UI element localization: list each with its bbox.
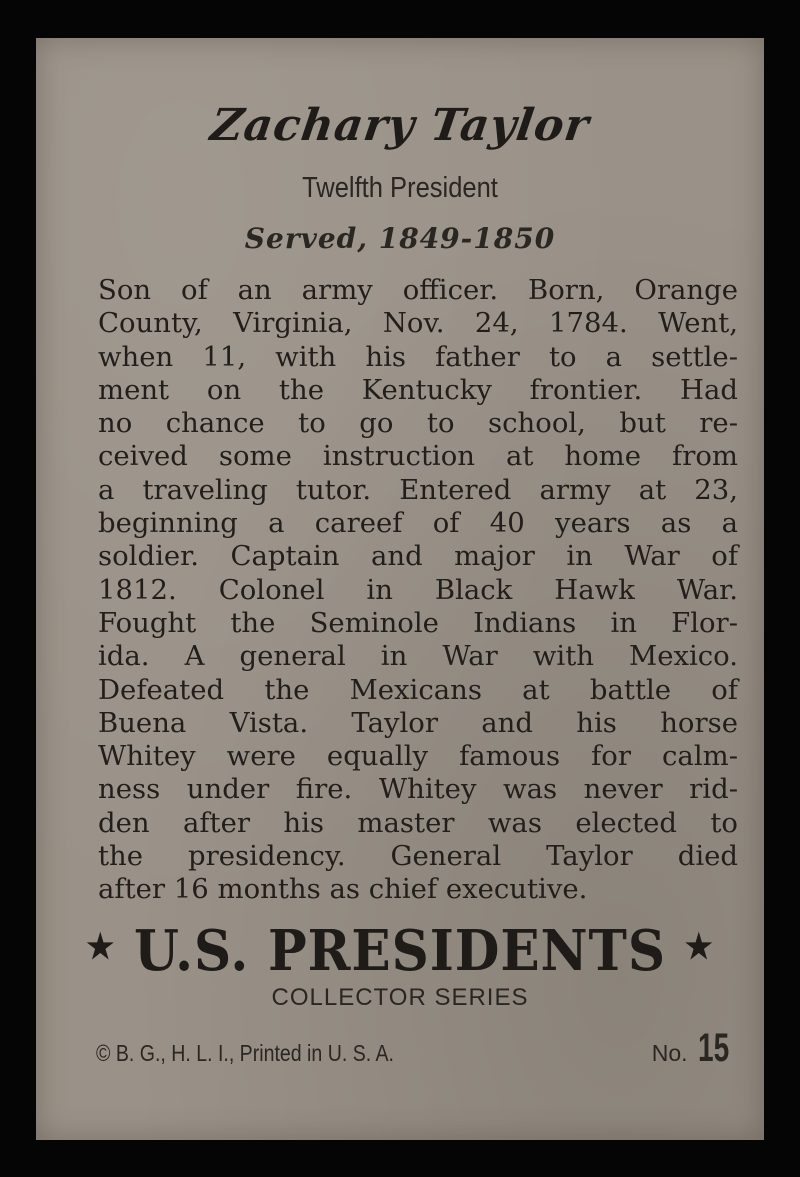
series-title-text: U.S. PRESIDENTS — [134, 918, 666, 984]
series-title — [65, 918, 735, 984]
series-subtitle: COLLECTOR SERIES — [271, 984, 529, 1011]
bio-line: soldier. Captain and major in War of — [98, 540, 738, 573]
card-number-value: 15 — [697, 1026, 729, 1070]
bio-line: Son of an army officer. Born, Orange — [98, 274, 738, 306]
bio-line: 1812. Colonel in Black Hawk War. — [98, 573, 738, 606]
bio-line: a traveling tutor. Entered army at 23, — [98, 473, 738, 506]
signature: Zachary Taylor — [207, 100, 593, 151]
copyright-notice: © B. G., H. L. I., Printed in U. S. A. — [96, 1040, 394, 1066]
star-icon: ★ — [86, 927, 116, 967]
bio-line: Defeated the Mexicans at battle of — [98, 673, 738, 706]
term-served: Served, 1849-1850 — [244, 222, 556, 255]
bio-line: ceived some instruction at home from — [98, 440, 738, 473]
bio-line: no chance to go to school, but re- — [98, 407, 738, 440]
bio-line: Buena Vista. Taylor and his horse — [98, 706, 738, 739]
biography — [98, 274, 738, 907]
bio-line: den after his master was elected to — [98, 806, 738, 839]
bio-line: County, Virginia, Nov. 24, 1784. Went, — [98, 307, 738, 340]
bio-line: ida. A general in War with Mexico. — [98, 640, 738, 673]
bio-line: Fought the Seminole Indians in Flor- — [98, 606, 738, 639]
bio-line: ness under fire. Whitey was never rid- — [98, 773, 738, 806]
bio-line: beginning a careef of 40 years as a — [98, 507, 738, 540]
bio-line: Whitey were equally famous for calm- — [98, 740, 738, 773]
bio-line: ment on the Kentucky frontier. Had — [98, 373, 738, 406]
card-number-label: No. — [651, 1040, 688, 1066]
card-number — [652, 1026, 742, 1071]
bio-line: when 11, with his father to a settle- — [98, 340, 738, 373]
president-ordinal: Twelfth President — [302, 172, 498, 204]
bio-line: after 16 months as chief executive. — [98, 873, 588, 906]
star-icon: ★ — [684, 927, 714, 967]
trading-card-back — [36, 38, 764, 1140]
bio-line: the presidency. General Taylor died — [98, 840, 738, 873]
